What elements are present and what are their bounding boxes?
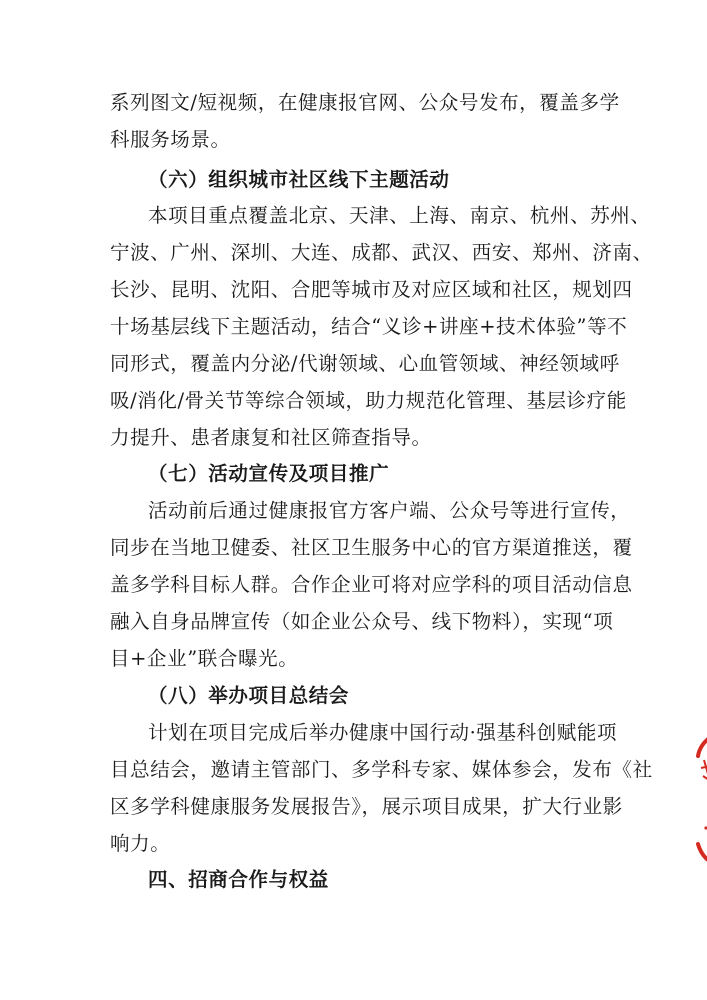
section-heading-6: （六）组织城市社区线下主题活动 xyxy=(148,168,450,191)
paragraph-line: 同步在当地卫健委、社区卫生服务中心的官方渠道推送，覆 xyxy=(110,536,633,559)
section-heading-7: （七）活动宣传及项目推广 xyxy=(148,462,390,485)
paragraph-line: 科服务场景。 xyxy=(110,128,231,151)
paragraph-line: 响力。 xyxy=(110,832,171,855)
paragraph-line: 宁波、广州、深圳、大连、成都、武汉、西安、郑州、济南、 xyxy=(110,241,653,264)
paragraph-line: 计划在项目完成后举办健康中国行动·强基科创赋能项 xyxy=(148,721,618,744)
paragraph-line: 系列图文/短视频，在健康报官网、公众号发布，覆盖多学 xyxy=(110,91,620,114)
paragraph-line: 区多学科健康服务发展报告》，展示项目成果，扩大行业影 xyxy=(110,795,623,818)
red-seal-stamp-edge xyxy=(690,730,707,870)
section-heading-8: （八）举办项目总结会 xyxy=(148,684,350,707)
paragraph-line: 长沙、昆明、沈阳、合肥等城市及对应区域和社区，规划四 xyxy=(110,278,633,301)
paragraph-line: 同形式，覆盖内分泌/代谢领域、心血管领域、神经领域呼 xyxy=(110,352,620,375)
paragraph-line: 融入自身品牌宣传（如企业公众号、线下物料），实现“项 xyxy=(110,610,614,633)
paragraph-line: 十场基层线下主题活动，结合“义诊+讲座+技术体验”等不 xyxy=(110,315,628,338)
paragraph-line: 本项目重点覆盖北京、天津、上海、南京、杭州、苏州、 xyxy=(148,204,651,227)
paragraph-line: 目+企业”联合曝光。 xyxy=(110,647,299,670)
paragraph-line: 吸/消化/骨关节等综合领域，助力规范化管理、基层诊疗能 xyxy=(110,389,627,412)
chapter-heading-4: 四、招商合作与权益 xyxy=(148,868,329,891)
paragraph-line: 活动前后通过健康报官方客户端、公众号等进行宣传， xyxy=(148,499,631,522)
paragraph-line: 目总结会，邀请主管部门、多学科专家、媒体参会，发布《社 xyxy=(110,758,653,781)
paragraph-line: 盖多学科目标人群。合作企业可将对应学科的项目活动信息 xyxy=(110,573,633,596)
paragraph-line: 力提升、患者康复和社区筛查指导。 xyxy=(110,426,432,449)
